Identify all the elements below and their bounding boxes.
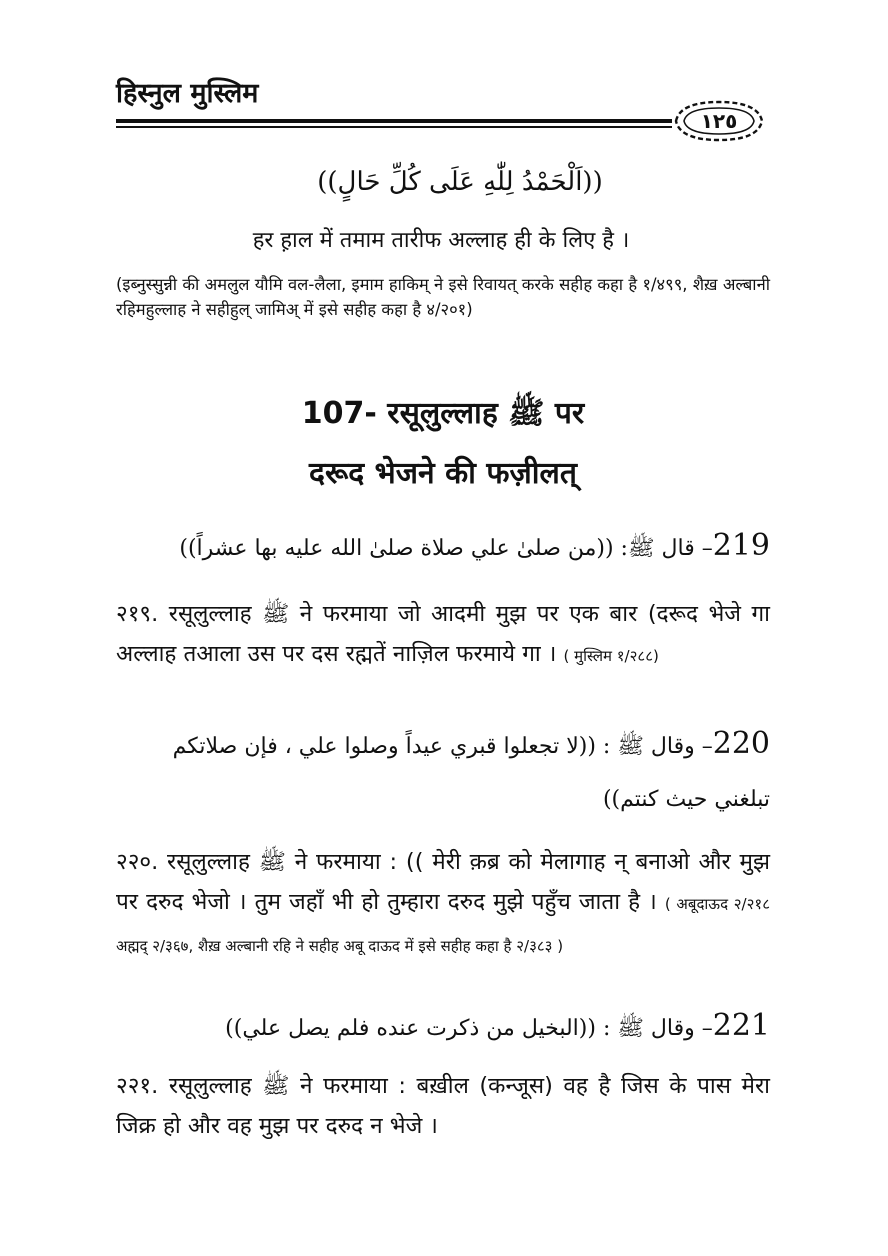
header-rule-thick [116,119,672,123]
hadith-221-arabic [116,1004,770,1051]
hadith-219-translation: २१९. रसूलुल्लाह ﷺ ने फरमाया जो आदमी मुझ पर एक बार (दरूद भेजे गा अल्लाह तआला उस पर दस रह्मतें नाज़िल फरमाये गा । [116,601,770,667]
chapter-heading-line2: दरूद भेजने की फज़ीलत् [309,456,577,491]
hadith-219-arabic-text: – قال ﷺ: ((من صلىٰ علي صلاة صلىٰ الله عليه بها عشراً)) [179,536,713,561]
book-title: हिस्नुल मुस्लिम [116,78,259,109]
hadith-219-arabic [116,524,770,571]
hadith-219-number: 219 [712,528,770,563]
dua-translation: हर ह़ाल में तमाम तारीफ अल्लाह ही के लिए है । [252,228,630,253]
hadith-220-arabic-line1 [116,722,770,769]
header-rule-thin [116,126,672,128]
hadith-220-translation: २२०. रसूलुल्लाह ﷺ ने फरमाया : (( मेरी क़ब्र को मेलागाह न् बनाओ और मुझ पर दरुद भेजो । तुम जहाँ भी हो तुम्हारा दरुद मुझे पहुँच जाता है । [116,849,770,915]
hadith-220-number: 220 [712,726,770,761]
chapter-heading-line1: 107- रसूलुल्लाह ﷺ पर [301,396,585,431]
hadith-221-translation: २२१. रसूलुल्लाह ﷺ ने फरमाया : बख़ील (कन्जूस) वह है जिस के पास मेरा जिक्र हो और वह मुझ पर दरुद न भेजे । [116,1073,771,1139]
hadith-219-reference: ( मुस्लिम १/२८८) [563,647,659,665]
hadith-220-translation-block [116,842,770,966]
page-number: ١٢٥ [700,109,738,133]
dua-reference: (इब्नुस्सुन्नी की अमलुल यौमि वल-लैला, इमाम हाकिम् ने इसे रिवायत् करके सहीह कहा है १/४९९, शैख़ अल्बानी रहिमहुल्लाह ने सहीहुल् जामिअ् में इसे सहीह कहा है ४/२०१) [116,275,770,319]
hadith-219-translation-block [116,594,770,676]
hadith-221-arabic-text: – وقال ﷺ : ((البخيل من ذكرت عنده فلم يصل علي)) [225,1016,713,1041]
hadith-221-number: 221 [712,1008,770,1043]
hadith-220-reference: ( अबूदाऊद २/२१८ अह्मद् २/३६७, शैख़ अल्बानी रहि ने सहीह अबू दाऊद में इसे सहीह कहा है २/३८३ ) [116,895,771,955]
hadith-220-arabic-text-1: – وقال ﷺ : ((لا تجعلوا قبري عيداً وصلوا علي ، فإن صلاتكم [172,734,713,759]
hadith-220-arabic-line2: تبلغني حيث كنتم)) [602,787,770,812]
arabic-dua: ((اَلْحَمْدُ لِلّٰهِ عَلَى كُلِّ حَالٍ)) [317,167,603,197]
